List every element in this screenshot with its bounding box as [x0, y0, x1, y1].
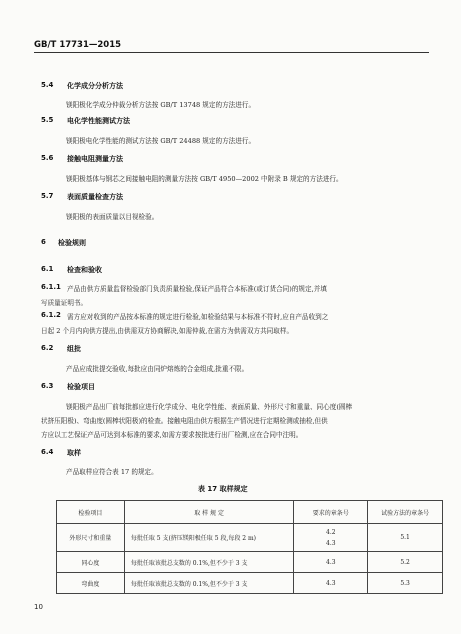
section-heading: 电化学性能测试方法	[67, 117, 130, 125]
paragraph: 镁阳极电化学性能的测试方法按 GB/T 24488 规定的方法进行。	[66, 137, 256, 145]
section-number: 5.5	[41, 116, 54, 124]
section-heading: 检验项目	[67, 383, 95, 391]
paragraph: 镁阳极基体与钢芯之间接触电阻的测量方法按 GB/T 4950—2002 中附录 B 规定的方法进行。	[66, 175, 343, 183]
column-header: 要求的章条号	[294, 501, 368, 524]
column-header: 取 样 规 定	[124, 501, 294, 524]
column-header: 检验项目	[57, 501, 125, 524]
standard-number: GB/T 17731—2015	[34, 40, 122, 50]
header-divider	[34, 52, 429, 53]
method-cell: 5.3	[368, 573, 443, 594]
chapter-heading: 检验规则	[58, 239, 86, 247]
item-cell: 同心度	[57, 552, 125, 573]
item-cell: 外形尺寸和重量	[57, 524, 125, 552]
requirement-clause: 4.3	[326, 539, 336, 547]
paragraph-line: 方应以工艺保证产品可达到本标准的要求,如需方要求按批进行出厂检测,应在合同中注明。	[41, 431, 303, 439]
paragraph: 镁阳极的表面质量以目视检验。	[66, 213, 159, 221]
paragraph: 产品应成批提交验收,每批应由同炉熔炼的合金组成,批重不限。	[66, 365, 249, 373]
paragraph: 产品取样应符合表 17 的规定。	[66, 468, 158, 476]
method-cell: 5.1	[368, 524, 443, 552]
section-heading: 取样	[67, 449, 81, 457]
section-number: 6.4	[41, 448, 54, 456]
section-number: 5.6	[41, 154, 54, 162]
requirement-clause: 4.2	[326, 528, 336, 536]
table-header-row	[57, 501, 443, 524]
paragraph: 镁阳极化学成分仲裁分析方法按 GB/T 13748 规定的方法进行。	[66, 101, 256, 109]
clause-number: 6.1.1	[41, 283, 61, 291]
requirement-cell	[294, 524, 368, 552]
sampling-table	[56, 500, 443, 594]
paragraph-line: 镁阳极产品出厂前每批都应进行化学成分、电化学性能、表面质量、外形尺寸和重量、同心度(圆棒	[66, 403, 353, 411]
paragraph-line: 需方应对收到的产品按本标准的规定进行检验,如检验结果与本标准不符时,应自产品收到之	[67, 313, 329, 321]
rule-cell: 每批任取该批总支数的 0.1%,但不少于 3 支	[124, 552, 294, 573]
item-cell: 弯曲度	[57, 573, 125, 594]
section-heading: 接触电阻测量方法	[67, 155, 123, 163]
method-cell: 5.2	[368, 552, 443, 573]
paragraph-line: 日起 2 个月内向供方提出,由供需双方协商解决,如需仲裁,在需方为供需双方共同取样。	[41, 327, 294, 335]
section-heading: 检查和验收	[67, 266, 102, 274]
section-heading: 化学成分分析方法	[67, 82, 123, 90]
requirement-cell: 4.3	[294, 573, 368, 594]
paragraph-line: 产品由供方质量监督检验部门负责质量检验,保证产品符合本标准(或订货合同)的规定,并填	[67, 285, 327, 293]
paragraph-line: 状挤压阳极)、弯曲度(圆棒状阳极)的检查。接触电阻由供方根据生产情况进行定期检测或抽检,但供	[41, 417, 328, 425]
table-caption: 表 17 取样规定	[198, 485, 248, 493]
section-heading: 表面质量检查方法	[67, 193, 123, 201]
rule-cell: 每批任取 5 支(挤压镁阳极任取 5 段,每段 2 m)	[124, 524, 294, 552]
chapter-number: 6	[41, 238, 46, 246]
rule-cell: 每批任取该批总支数的 0.1%,但不少于 3 支	[124, 573, 294, 594]
paragraph-line: 写质量证明书。	[41, 299, 88, 307]
section-heading: 组批	[67, 345, 81, 353]
page-number: 10	[34, 603, 43, 611]
table-row	[57, 573, 443, 594]
section-number: 5.4	[41, 81, 54, 89]
section-number: 6.2	[41, 344, 54, 352]
table-row	[57, 524, 443, 552]
column-header: 试验方法的章条号	[368, 501, 443, 524]
section-number: 6.3	[41, 382, 54, 390]
section-number: 6.1	[41, 265, 54, 273]
clause-number: 6.1.2	[41, 311, 61, 319]
table-row	[57, 552, 443, 573]
section-number: 5.7	[41, 192, 54, 200]
requirement-cell: 4.3	[294, 552, 368, 573]
